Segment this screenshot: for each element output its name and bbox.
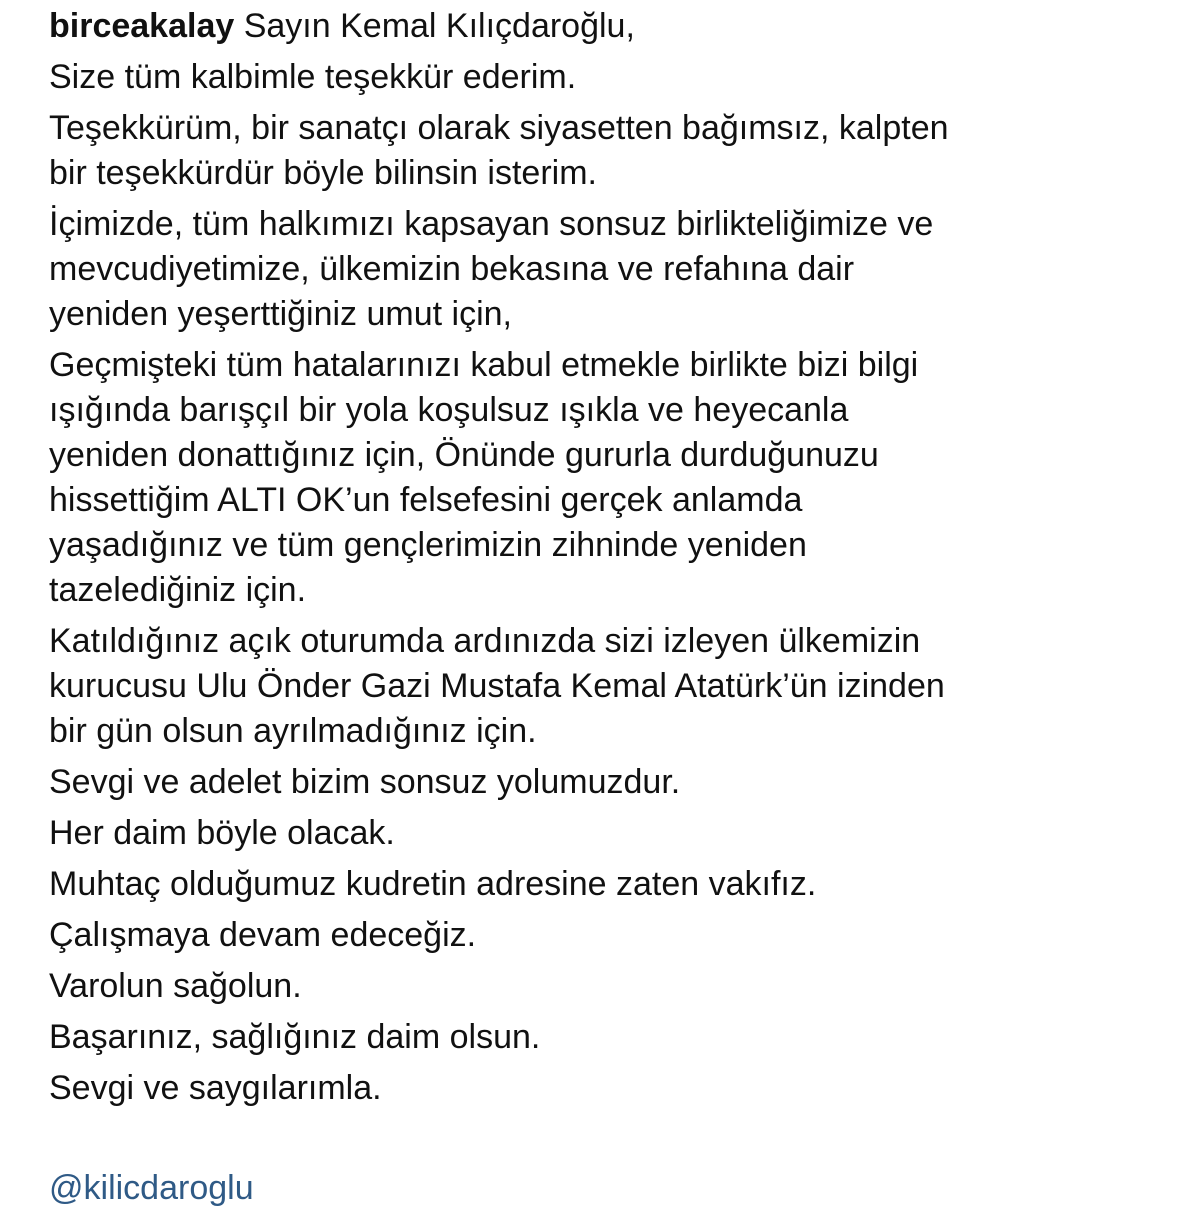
caption-paragraph [49, 964, 1159, 1009]
username-link[interactable]: birceakalay [49, 7, 235, 45]
caption-line: Katıldığınız açık oturumda ardınızda sizi izleyen ülkemizin [49, 622, 921, 660]
caption-line: yeniden yeşerttiğiniz umut için, [49, 295, 513, 333]
caption-line: Sevgi ve adelet bizim sonsuz yolumuzdur. [49, 763, 681, 801]
caption-paragraph [49, 202, 1159, 337]
caption-line: Size tüm kalbimle teşekkür ederim. [49, 58, 577, 96]
caption-line: Başarınız, sağlığınız daim olsun. [49, 1018, 541, 1056]
caption-line: kurucusu Ulu Önder Gazi Mustafa Kemal Atatürk’ün izinden [49, 667, 945, 705]
mention-link[interactable]: @kilicdaroglu [49, 1169, 254, 1207]
caption-paragraph [49, 760, 1159, 805]
caption-line: Geçmişteki tüm hatalarınızı kabul etmekle birlikte bizi bilgi [49, 346, 919, 384]
caption-line: tazelediğiniz için. [49, 571, 307, 609]
caption-line: yeniden donattığınız için, Önünde gururla durduğunuzu [49, 436, 879, 474]
post-caption [49, 4, 1159, 1117]
caption-line: Muhtaç olduğumuz kudretin adresine zaten vakıfız. [49, 865, 817, 903]
caption-line: İçimizde, tüm halkımızı kapsayan sonsuz birlikteliğimize ve [49, 205, 934, 243]
caption-paragraph [49, 343, 1159, 613]
caption-line: bir teşekkürdür böyle bilinsin isterim. [49, 154, 597, 192]
caption-paragraph [49, 106, 1159, 196]
caption-line: bir gün olsun ayrılmadığınız için. [49, 712, 537, 750]
caption-line: Varolun sağolun. [49, 967, 302, 1005]
caption-paragraph [49, 862, 1159, 907]
caption-line: mevcudiyetimize, ülkemizin bekasına ve refahına dair [49, 250, 855, 288]
caption-line: Her daim böyle olacak. [49, 814, 395, 852]
caption-first-line [49, 4, 1159, 49]
caption-line: Teşekkürüm, bir sanatçı olarak siyasetten bağımsız, kalpten [49, 109, 949, 147]
caption-paragraph [49, 913, 1159, 958]
caption-body [49, 55, 1159, 1111]
caption-paragraph [49, 1015, 1159, 1060]
caption-line: Çalışmaya devam edeceğiz. [49, 916, 477, 954]
caption-line: Sevgi ve saygılarımla. [49, 1069, 382, 1107]
caption-paragraph [49, 811, 1159, 856]
caption-paragraph [49, 619, 1159, 754]
salutation-text: Sayın Kemal Kılıçdaroğlu, [234, 7, 635, 45]
caption-line: hissettiğim ALTI OK’un felsefesini gerçek anlamda [49, 481, 803, 519]
caption-paragraph [49, 1066, 1159, 1111]
caption-line: yaşadığınız ve tüm gençlerimizin zihninde yeniden [49, 526, 807, 564]
caption-line: ışığında barışçıl bir yola koşulsuz ışıkla ve heyecanla [49, 391, 849, 429]
caption-paragraph [49, 55, 1159, 100]
